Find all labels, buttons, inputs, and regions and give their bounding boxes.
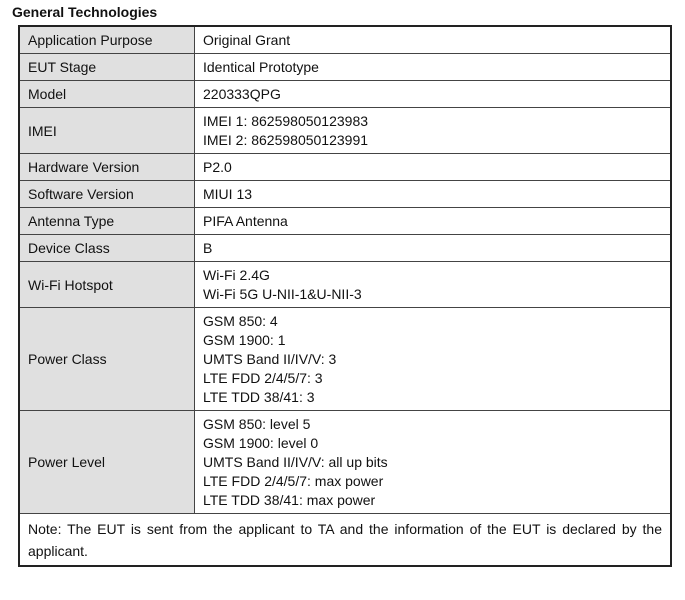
value-line: 220333QPG [203,86,281,102]
row-label: IMEI [19,108,195,154]
note-text: Note: The EUT is sent from the applicant to TA and the information of the EUT is declared by the applicant. [19,514,671,567]
row-value [195,26,672,54]
table-row-antenna-type [19,208,671,235]
value-line: UMTS Band II/IV/V: all up bits [203,454,388,470]
value-line: GSM 850: level 5 [203,416,311,432]
value-line: LTE FDD 2/4/5/7: 3 [203,370,323,386]
row-value [195,262,672,308]
table-row-wifi-hotspot [19,262,671,308]
section-title: General Technologies [12,4,158,20]
value-line: LTE TDD 38/41: 3 [203,389,315,405]
row-label: Wi-Fi Hotspot [19,262,195,308]
value-line: GSM 1900: level 0 [203,435,319,451]
value-line: P2.0 [203,159,232,175]
row-label: EUT Stage [19,54,195,81]
row-label: Hardware Version [19,154,195,181]
value-line: Original Grant [203,32,291,48]
row-value [195,81,672,108]
value-line: PIFA Antenna [203,213,288,229]
table-row-application-purpose [19,26,671,54]
table-row-model [19,81,671,108]
table-row-software-version [19,181,671,208]
value-line: IMEI 2: 862598050123991 [203,132,369,148]
row-label: Antenna Type [19,208,195,235]
value-line: MIUI 13 [203,186,253,202]
row-value [195,235,672,262]
row-label: Power Class [19,308,195,411]
row-label: Device Class [19,235,195,262]
value-line: Wi-Fi 2.4G [203,267,270,283]
value-line: GSM 1900: 1 [203,332,286,348]
row-label: Model [19,81,195,108]
row-value [195,181,672,208]
row-value [195,54,672,81]
table-row-note [19,514,671,567]
row-value [195,308,672,411]
row-value [195,154,672,181]
table-row-device-class [19,235,671,262]
table-row-power-class [19,308,671,411]
value-line: Identical Prototype [203,59,319,75]
value-line: IMEI 1: 862598050123983 [203,113,369,129]
value-line: B [203,240,213,256]
row-value [195,108,672,154]
row-label: Application Purpose [19,26,195,54]
row-value [195,411,672,514]
value-line: UMTS Band II/IV/V: 3 [203,351,337,367]
value-line: GSM 850: 4 [203,313,278,329]
table-row-eut-stage [19,54,671,81]
value-line: LTE FDD 2/4/5/7: max power [203,473,384,489]
table-row-power-level [19,411,671,514]
row-label: Power Level [19,411,195,514]
table-row-imei [19,108,671,154]
value-line: LTE TDD 38/41: max power [203,492,376,508]
table-row-hardware-version [19,154,671,181]
value-line: Wi-Fi 5G U-NII-1&U-NII-3 [203,286,362,302]
spec-table [18,25,672,567]
row-value [195,208,672,235]
row-label: Software Version [19,181,195,208]
